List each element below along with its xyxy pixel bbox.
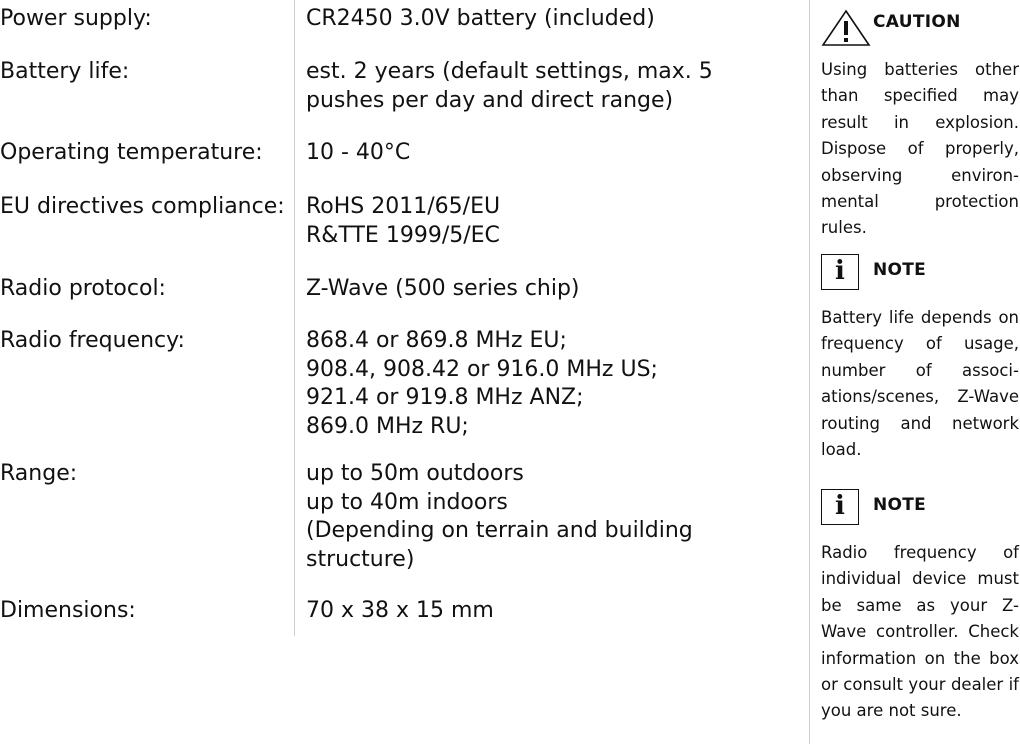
warning-triangle-icon	[821, 9, 871, 49]
note-notice	[821, 489, 1019, 725]
spec-value-line: RoHS 2011/65/EU	[306, 194, 501, 219]
spec-value	[306, 193, 736, 250]
spec-label: Operating temperature:	[0, 140, 263, 165]
spec-label: Power supply:	[0, 6, 152, 31]
spec-value-line: (Depending on terrain and building	[306, 518, 693, 544]
spec-value-line: structure)	[306, 546, 415, 572]
note-notice	[821, 254, 1019, 463]
spec-value-line: 869.0 MHz RU;	[306, 413, 469, 439]
spec-value-line: 908.4, 908.42 or 916.0 MHz US;	[306, 356, 658, 382]
sidebar-divider	[809, 0, 810, 744]
spec-label: Dimensions:	[0, 598, 136, 623]
notice-title: NOTE	[873, 260, 927, 280]
notes-sidebar	[821, 0, 1019, 744]
spec-value-line: CR2450 3.0V battery (included)	[306, 6, 655, 31]
notice-body: Battery life depends on frequency of usage, number of associations/scenes, Z-Wave routing and network load.	[821, 308, 1019, 460]
spec-value-line: est. 2 years (default settings, max. 5	[306, 59, 713, 84]
notice-body: Using batteries other than specified may result in explosion. Dispose of properly, observing environmental protection rules.	[821, 60, 1019, 238]
spec-label: Radio frequency:	[0, 328, 185, 353]
spec-value-line: 921.4 or 919.8 MHz ANZ;	[306, 385, 584, 411]
notice-title: NOTE	[873, 495, 927, 515]
spec-value-line: 10 - 40°C	[306, 140, 411, 165]
info-icon: i	[821, 254, 859, 290]
notice-header	[821, 489, 1019, 525]
spec-label: Range:	[0, 461, 78, 486]
spec-value-line: Z-Wave (500 series chip)	[306, 276, 580, 301]
spec-value	[306, 597, 736, 626]
notice-title: CAUTION	[873, 12, 961, 32]
notice-body: Radio frequency of individual device must be same as your Z-Wave controller. Check information on the box or consult your dealer if you are not sure.	[821, 543, 1019, 721]
spec-value-line: 70 x 38 x 15 mm	[306, 598, 494, 623]
spec-value-line: 868.4 or 869.8 MHz EU;	[306, 328, 567, 353]
spec-value-line: up to 50m outdoors	[306, 461, 524, 486]
spec-value-line: up to 40m indoors	[306, 489, 508, 515]
notice-header	[821, 6, 1019, 42]
notice-header	[821, 254, 1019, 290]
spec-value-line: pushes per day and direct range)	[306, 87, 674, 113]
column-divider	[294, 0, 295, 636]
spec-label: EU directives compliance:	[0, 194, 285, 219]
spec-value	[306, 275, 736, 304]
spec-value	[306, 139, 736, 168]
caution-notice	[821, 6, 1019, 242]
spec-value	[306, 460, 736, 574]
spec-label: Battery life:	[0, 59, 130, 84]
spec-value	[306, 58, 736, 115]
spec-value	[306, 5, 736, 34]
spec-value-line: R&TTE 1999/5/EC	[306, 222, 500, 248]
spec-value	[306, 327, 736, 441]
spec-label: Radio protocol:	[0, 276, 166, 301]
info-icon: i	[821, 489, 859, 525]
